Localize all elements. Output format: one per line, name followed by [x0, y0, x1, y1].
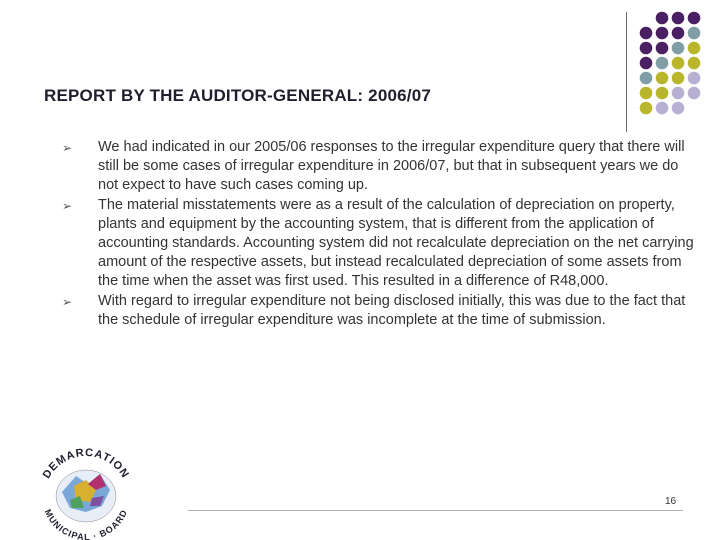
- list-item: [62, 138, 697, 196]
- footer-rule: [188, 510, 683, 511]
- decorative-dot: [672, 87, 685, 100]
- decorative-dot: [640, 57, 653, 70]
- page-number: 16: [665, 496, 677, 507]
- decorative-dot: [640, 87, 653, 100]
- decorative-dot: [656, 12, 669, 25]
- arrow-bullet-icon: ➢: [62, 141, 73, 155]
- page-title: REPORT BY THE AUDITOR-GENERAL: 2006/07: [44, 86, 432, 105]
- decorative-dot: [656, 102, 669, 115]
- decorative-dot: [688, 27, 701, 40]
- decorative-dot: [656, 57, 669, 70]
- bullet-text: With regard to irregular expenditure not being disclosed initially, this was due to the fact that the schedule of irregular expenditure was incomplete at the time of submission.: [98, 292, 686, 328]
- bullet-text: The material misstatements were as a result of the calculation of depreciation on property, plants and equipment by the accounting system, that is different from the application of accounting standards. Accounting system did not recalculate depreciation on the net carrying amount of the respective assets, but instead recalculated depreciation of some assets from the time when the asset was first used. This resulted in a difference of R48,000.: [98, 196, 694, 290]
- decorative-dot: [688, 57, 701, 70]
- bullet-text: We had indicated in our 2005/06 responses to the irregular expenditure query that there will still be some cases of irregular expenditure in 2006/07, but that in subsequent years we do not expect to have such cases coming up.: [98, 139, 685, 194]
- decorative-dot: [688, 12, 701, 25]
- arrow-bullet-icon: ➢: [62, 198, 73, 213]
- decorative-dot: [656, 87, 669, 100]
- municipal-demarcation-board-logo: [30, 440, 140, 540]
- header-divider: [626, 12, 627, 132]
- decorative-dot: [672, 12, 685, 25]
- decorative-dot: [672, 72, 685, 85]
- decorative-dot-grid: [638, 10, 720, 120]
- decorative-dot: [688, 72, 701, 85]
- decorative-dot: [656, 27, 669, 40]
- decorative-dot: [672, 57, 685, 70]
- logo-text-top: DEMARCATION: [40, 446, 132, 481]
- list-item: [62, 292, 697, 330]
- decorative-dot: [640, 72, 653, 85]
- decorative-dot: [688, 87, 701, 100]
- list-item: [62, 196, 697, 292]
- decorative-dot: [656, 42, 669, 55]
- decorative-dot: [640, 42, 653, 55]
- bullet-list: [62, 138, 697, 330]
- logo-text-bottom: MUNICIPAL · BOARD: [42, 507, 130, 540]
- decorative-dot: [640, 102, 653, 115]
- decorative-dot: [640, 27, 653, 40]
- decorative-dot: [688, 42, 701, 55]
- decorative-dot: [672, 27, 685, 40]
- arrow-bullet-icon: ➢: [62, 294, 73, 309]
- decorative-dot: [672, 102, 685, 115]
- decorative-dot: [656, 72, 669, 85]
- decorative-dot: [672, 42, 685, 55]
